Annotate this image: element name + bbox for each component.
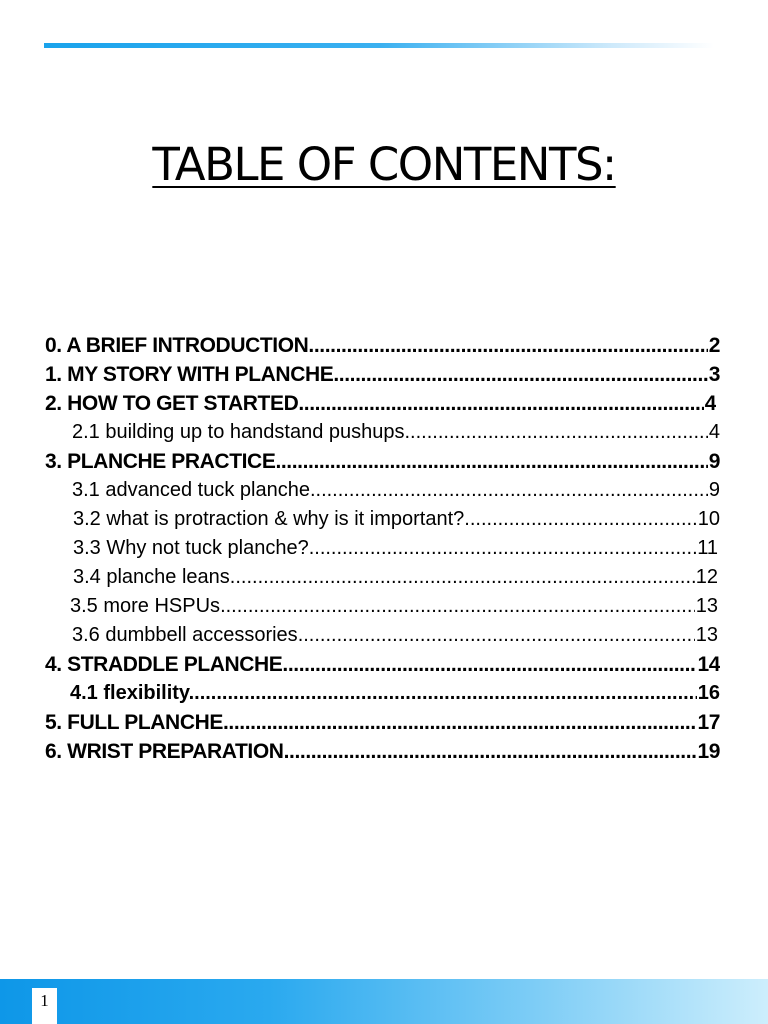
toc-entry-my-story[interactable] — [0, 360, 768, 389]
toc-entry-label: 2.1 building up to handstand pushups — [72, 421, 405, 443]
toc-entry-planche-practice[interactable] — [0, 447, 768, 476]
toc-page-number: 9 — [708, 476, 720, 505]
toc-entry-dumbbell-accessories[interactable] — [0, 621, 768, 650]
toc-page-number: 17 — [696, 708, 720, 737]
toc-leader-dots — [333, 363, 720, 386]
toc-page-number: 4 — [708, 418, 720, 447]
toc-entry-label: 4. STRADDLE PLANCHE — [45, 653, 283, 676]
toc-entry-more-hspus[interactable] — [0, 592, 768, 621]
toc-entry-label: 0. A BRIEF INTRODUCTION — [45, 334, 309, 357]
header-rule — [44, 43, 714, 48]
toc-page-number: 11 — [696, 534, 718, 563]
toc-leader-dots — [189, 682, 720, 704]
toc-entry-label: 3.2 what is protraction & why is it important? — [73, 508, 465, 530]
toc-leader-dots — [230, 566, 718, 588]
toc-entry-label: 2. HOW TO GET STARTED — [45, 392, 299, 415]
toc-entry-protraction[interactable] — [0, 505, 768, 534]
toc-entry-label: 3.3 Why not tuck planche? — [73, 537, 309, 559]
toc-entry-label: 3. PLANCHE PRACTICE — [45, 450, 276, 473]
toc-entry-wrist-preparation[interactable] — [0, 737, 768, 766]
toc-page-number: 13 — [695, 592, 718, 621]
toc-entry-label: 3.1 advanced tuck planche — [72, 479, 310, 501]
footer-bar — [0, 979, 768, 1024]
toc-entry-introduction[interactable] — [0, 331, 768, 360]
toc-entry-why-not-tuck[interactable] — [0, 534, 768, 563]
toc-page-number: 19 — [696, 737, 720, 766]
table-of-contents — [0, 331, 768, 766]
page-number: 1 — [32, 988, 57, 1024]
toc-leader-dots — [308, 334, 720, 357]
toc-entry-advanced-tuck[interactable] — [0, 476, 768, 505]
toc-page-number: 13 — [695, 621, 718, 650]
toc-entry-straddle-planche[interactable] — [0, 650, 768, 679]
toc-entry-handstand-pushups[interactable] — [0, 418, 768, 447]
toc-page-number: 16 — [697, 679, 720, 708]
toc-leader-dots — [284, 740, 720, 763]
toc-page-number: 9 — [708, 447, 720, 476]
toc-page-number: 4 — [704, 389, 716, 418]
toc-entry-get-started[interactable] — [0, 389, 768, 418]
toc-entry-label: 3.6 dumbbell accessories — [72, 624, 298, 646]
page-title-text: TABLE OF CONTENTS: — [152, 138, 616, 191]
toc-page-number: 12 — [695, 563, 718, 592]
toc-entry-planche-leans[interactable] — [0, 563, 768, 592]
toc-leader-dots — [298, 392, 716, 415]
toc-entry-label: 3.5 more HSPUs — [70, 595, 221, 617]
toc-page-number: 10 — [697, 505, 720, 534]
toc-leader-dots — [282, 653, 720, 676]
toc-page-number: 2 — [708, 331, 720, 360]
toc-leader-dots — [220, 595, 718, 617]
toc-entry-label: 5. FULL PLANCHE — [45, 711, 223, 734]
toc-entry-label: 1. MY STORY WITH PLANCHE — [45, 363, 334, 386]
page-title — [0, 138, 768, 191]
toc-entry-label: 4.1 flexibility — [70, 682, 189, 704]
toc-leader-dots — [464, 508, 720, 530]
toc-entry-label: 6. WRIST PREPARATION — [45, 740, 284, 763]
toc-leader-dots — [310, 479, 720, 501]
toc-entry-label: 3.4 planche leans — [73, 566, 230, 588]
toc-entry-full-planche[interactable] — [0, 708, 768, 737]
toc-leader-dots — [275, 450, 720, 473]
toc-entry-flexibility[interactable] — [0, 679, 768, 708]
toc-leader-dots — [298, 624, 718, 646]
toc-leader-dots — [309, 537, 718, 559]
toc-page-number: 3 — [708, 360, 720, 389]
toc-page-number: 14 — [696, 650, 720, 679]
toc-leader-dots — [405, 421, 721, 443]
toc-leader-dots — [223, 711, 720, 734]
